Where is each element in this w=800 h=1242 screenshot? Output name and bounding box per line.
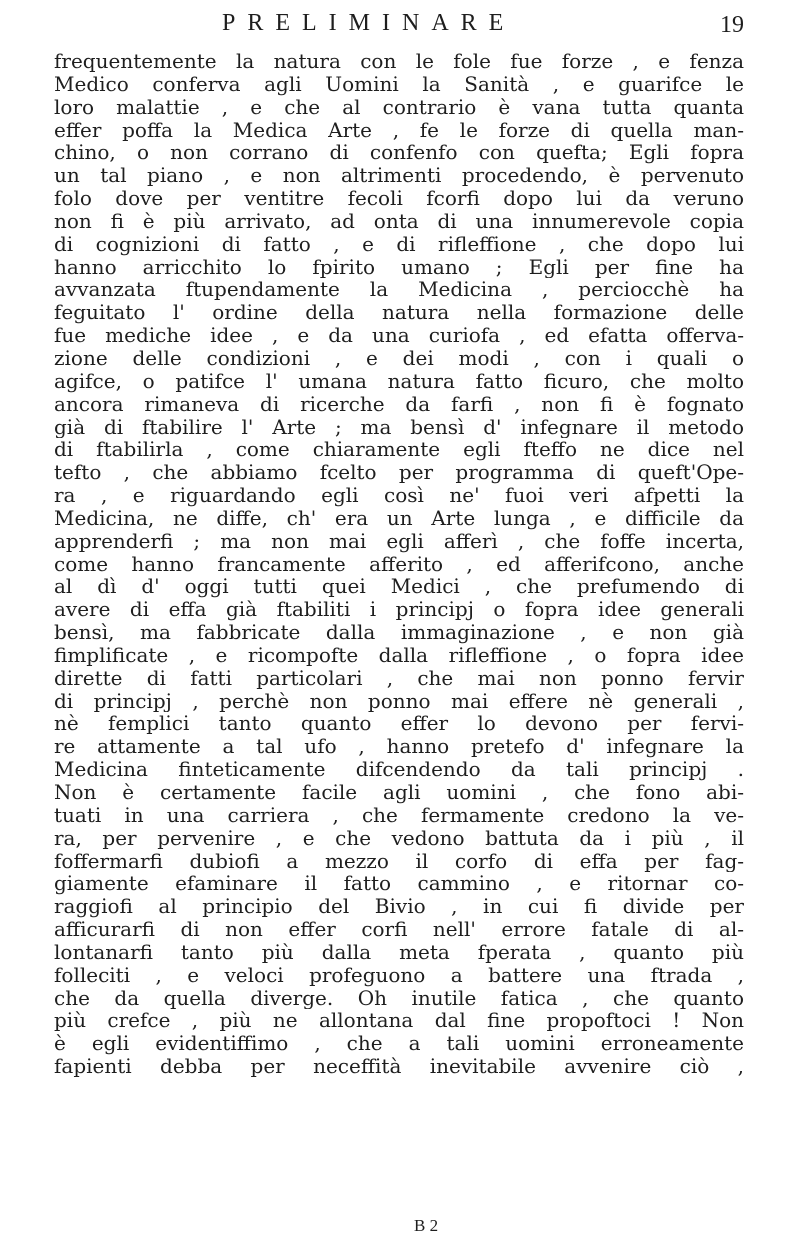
text-line: foffermarfi dubiofi a mezzo il corfo di effa per fag-: [54, 849, 744, 873]
text-line: Medico conferva agli Uomini la Sanità , e guarifce le: [54, 72, 744, 96]
text-line: bensì, ma fabbricate dalla immaginazione , e non già: [54, 621, 744, 644]
text-line: non fi è più arrivato, ad onta di una innumerevole copia: [54, 209, 744, 233]
text-line: feguitato l' ordine della natura nella formazione delle: [54, 301, 744, 325]
text-line: hanno arricchito lo fpirito umano ; Egli per fine ha: [54, 255, 744, 279]
text-line: ancora rimaneva di ricerche da farfi , non fi è fognato: [54, 392, 744, 416]
text-line: folleciti , e veloci profeguono a battere una ftrada ,: [54, 963, 744, 987]
text-line: lontanarfi tanto più dalla meta fperata , quanto più: [54, 940, 744, 964]
text-line: effer poffa la Medica Arte , fe le forze di quella man-: [54, 118, 744, 142]
page-number: 19: [720, 12, 744, 38]
text-line: ra , e riguardando egli così ne' fuoi veri afpetti la: [54, 484, 744, 507]
text-line: raggiofi al principio del Bivio , in cui fi divide per: [54, 895, 744, 919]
signature-mark: B 2: [414, 1216, 439, 1235]
text-line: di ftabilirla , come chiaramente egli fteffo ne dice nel: [54, 438, 744, 462]
text-line: folo dove per ventitre fecoli fcorfi dopo lui da veruno: [54, 187, 744, 210]
body-text: [54, 50, 744, 1078]
text-line: apprenderfi ; ma non mai egli afferì , che foffe incerta,: [54, 529, 744, 553]
text-line: giamente efaminare il fatto cammino , e ritornar co-: [54, 872, 744, 896]
text-line: zione delle condizioni , e dei modi , con i quali o: [54, 346, 744, 370]
text-line: loro malattie , e che al contrario è vana tutta quanta: [54, 95, 744, 119]
text-line: un tal piano , e non altrimenti procedendo, è pervenuto: [54, 164, 744, 188]
text-line: Non è certamente facile agli uomini , che fono abi-: [54, 781, 744, 804]
text-line: ra, per pervenire , e che vedono battuta da i più , il: [54, 826, 744, 850]
text-line: come hanno francamente afferito , ed afferifcono, anche: [54, 552, 744, 576]
text-line: Medicina, ne diffe, ch' era un Arte lunga , e difficile da: [54, 506, 744, 530]
text-line: avere di effa già ftabiliti i principj o fopra idee generali: [54, 598, 744, 622]
text-line: chino, o non corrano di confenfo con quefta; Egli fopra: [54, 141, 744, 165]
text-line: al dì d' oggi tutti quei Medici , che prefumendo di: [54, 575, 744, 599]
text-line: fue mediche idee , e da una curiofa , ed efatta offerva-: [54, 324, 744, 347]
text-line: fapienti debba per neceffità inevitabile avvenire ciò ,: [54, 1055, 744, 1078]
text-line: avvanzata ftupendamente la Medicina , perciocchè ha: [54, 278, 744, 302]
text-line: è egli evidentiffimo , che a tali uomini erroneamente: [54, 1032, 744, 1056]
text-line: tuati in una carriera , che fermamente credono la ve-: [54, 803, 744, 827]
text-line: già di ftabilire l' Arte ; ma bensì d' infegnare il metodo: [54, 415, 744, 439]
text-line: tefto , che abbiamo fcelto per programma di queft'Ope-: [54, 461, 744, 485]
text-line: Medicina finteticamente difcendendo da tali principj .: [54, 758, 744, 781]
running-title: PRELIMINARE: [222, 10, 516, 36]
running-head: [0, 8, 800, 48]
text-line: re attamente a tal ufo , hanno pretefo d' infegnare la: [54, 735, 744, 759]
text-line: più crefce , più ne allontana dal fine propoftoci ! Non: [54, 1009, 744, 1033]
text-line: afficurarfi di non effer corfi nell' errore fatale di al-: [54, 918, 744, 941]
text-line: di cognizioni di fatto , e di rifleffione , che dopo lui: [54, 232, 744, 256]
text-line: nè femplici tanto quanto effer lo devono per fervi-: [54, 712, 744, 736]
text-line: agifce, o patifce l' umana natura fatto ficuro, che molto: [54, 369, 744, 393]
text-line: fimplificate , e ricompofte dalla rifleffione , o fopra idee: [54, 643, 744, 667]
text-line: dirette di fatti particolari , che mai non ponno fervir: [54, 666, 744, 690]
text-line: che da quella diverge. Oh inutile fatica , che quanto: [54, 986, 744, 1010]
text-line: frequentemente la natura con le fole fue forze , e fenza: [54, 50, 744, 73]
text-line: di principj , perchè non ponno mai effere nè generali ,: [54, 689, 744, 713]
